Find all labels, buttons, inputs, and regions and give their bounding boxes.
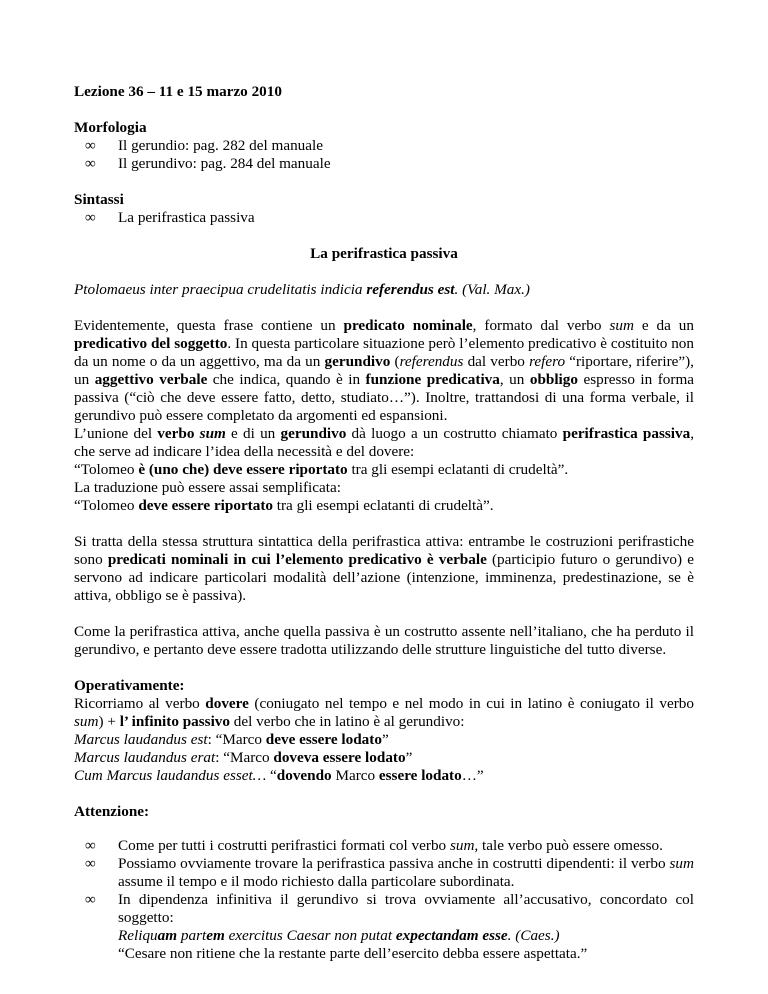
example-line: Marcus laudandus est: “Marco deve essere lodato”	[74, 731, 389, 748]
paragraph-struttura: Si tratta della stessa struttura sintattica della perifrastica attiva: entrambe le costruzioni perifrastiche sono predicati nominali in cui l’elemento predicativo è verbale (participio futuro o gerundivo) e servono ad indicare particolari modalità dell’azione (intenzione, imminenza, predestinazione, se è attiva, obbligo se è passiva).	[74, 533, 694, 604]
infinity-bullet-icon: ∞	[85, 855, 96, 872]
translation-note: La traduzione può essere assai semplificata:	[74, 479, 341, 496]
list-item: ∞ Il gerundivo: pag. 284 del manuale	[85, 155, 331, 172]
attenzione-heading: Attenzione:	[74, 803, 150, 820]
lesson-title: Lezione 36 – 11 e 15 marzo 2010	[74, 83, 282, 100]
infinity-bullet-icon: ∞	[85, 891, 96, 908]
infinity-bullet-icon: ∞	[85, 837, 96, 854]
list-item: ∞ Come per tutti i costrutti perifrastici formati col verbo sum, tale verbo può essere omesso.	[85, 837, 663, 854]
morfologia-heading: Morfologia	[74, 119, 147, 136]
attenzione-list	[74, 837, 694, 963]
section-title: La perifrastica passiva	[310, 245, 458, 262]
list-item: ∞ Il gerundio: pag. 282 del manuale	[85, 137, 323, 154]
infinity-bullet-icon: ∞	[85, 155, 96, 172]
list-item: ∞ In dipendenza infinitiva il gerundivo si trova ovviamente all’accusativo, concordato col soggetto: Reliquam partem exercitus Caesar non putat expectandam esse. (Caes.) “Cesare non ritiene che la restante parte dell’esercito debba essere aspettata.”	[85, 891, 694, 962]
paragraph-predicato: Evidentemente, questa frase contiene un predicato nominale, formato dal verbo sum e da un predicativo del soggetto. In questa particolare situazione però l’elemento predicativo è costituito non da un nome o da un aggettivo, ma da un gerundivo (referendus dal verbo refero “riportare, riferire”), un aggettivo verbale che indica, quando è in funzione predicativa, un obbligo espresso in forma passiva (“ciò che deve essere fatto, detto, studiato…”). Inoltre, trattandosi di una forma verbale, il gerundivo può essere completato da argomenti ed espansioni.	[74, 317, 694, 424]
latin-example: Ptolomaeus inter praecipua crudelitatis indicia referendus est. (Val. Max.)	[74, 281, 530, 298]
translation-literal: “Tolomeo è (uno che) deve essere riportato tra gli esempi eclatanti di crudeltà”.	[74, 461, 569, 478]
example-line: Cum Marcus laudandus esset… “dovendo Marco essere lodato…”	[74, 767, 484, 784]
infinity-bullet-icon: ∞	[85, 209, 96, 226]
sintassi-heading: Sintassi	[74, 191, 124, 208]
infinity-bullet-icon: ∞	[85, 137, 96, 154]
list-item: ∞ Possiamo ovviamente trovare la perifrastica passiva anche in costrutti dipendenti: il verbo sum assume il tempo e il modo richiesto dalla particolare subordinata.	[85, 855, 694, 890]
paragraph-unione: L’unione del verbo sum e di un gerundivo dà luogo a un costrutto chiamato perifrastica passiva, che serve ad indicare l’idea della necessità e del dovere:	[74, 425, 694, 460]
sintassi-list	[74, 209, 694, 227]
example-line: Marcus laudandus erat: “Marco doveva essere lodato”	[74, 749, 413, 766]
paragraph-italiano: Come la perifrastica attiva, anche quella passiva è un costrutto assente nell’italiano, che ha perduto il gerundivo, e pertanto deve essere tradotta utilizzando delle strutture linguistiche del tutto diverse.	[74, 623, 694, 658]
translation-simplified: “Tolomeo deve essere riportato tra gli esempi eclatanti di crudeltà”.	[74, 497, 494, 514]
morfologia-list	[74, 137, 694, 173]
document-page	[74, 83, 694, 963]
operativamente-text: Ricorriamo al verbo dovere (coniugato nel tempo e nel modo in cui in latino è coniugato il verbo sum) + l’ infinito passivo del verbo che in latino è al gerundivo:	[74, 695, 694, 730]
list-item: ∞ La perifrastica passiva	[85, 209, 255, 226]
operativamente-heading: Operativamente:	[74, 677, 185, 694]
